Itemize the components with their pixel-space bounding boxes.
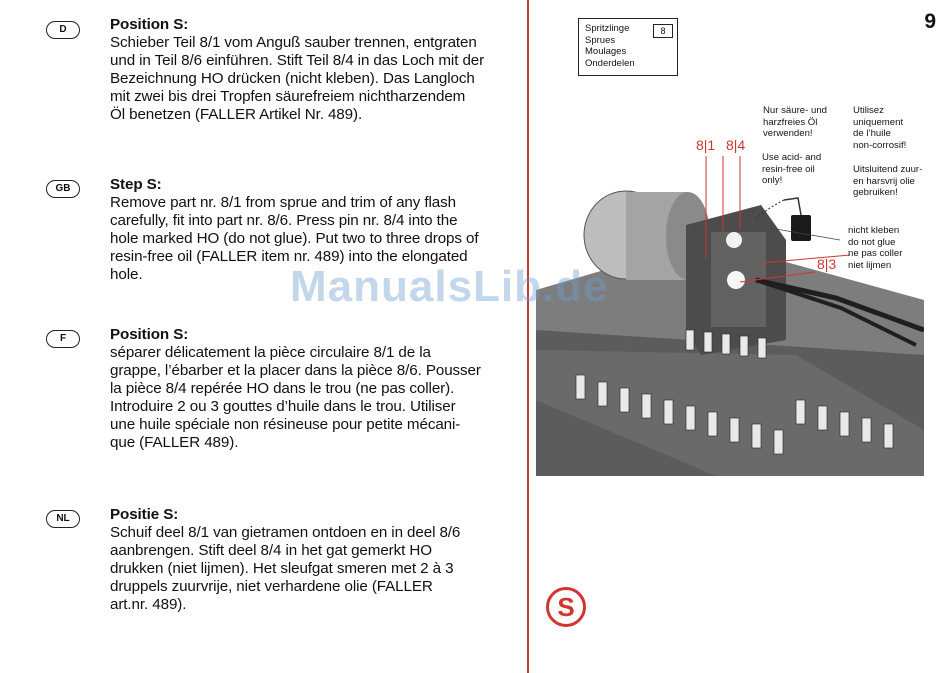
oil-note-line: resin-free oil (762, 163, 815, 175)
section-gb-title: Step S: (110, 176, 162, 193)
sprue-number: 8 (653, 24, 673, 38)
sprues-label: Spritzlinge (585, 23, 630, 34)
section-nl-title: Positie S: (110, 506, 179, 523)
oil-note-line: Use acid- and (762, 152, 822, 163)
part-label-8-1: 8|1 (696, 137, 716, 153)
section-fr-line: que (FALLER 489). (110, 434, 239, 451)
no-glue-line: do not glue (848, 236, 896, 248)
oil-note-nl (853, 164, 922, 199)
stage-mark-icon: S (546, 587, 586, 627)
section-nl-line: art.nr. 489). (110, 596, 187, 613)
section-gb-line: hole. (110, 266, 143, 283)
oil-note-line: Nur säure- und (763, 105, 827, 116)
oil-note-line: harzfreies Öl (763, 116, 818, 128)
no-glue-line: niet lijmen (848, 259, 892, 271)
no-glue-line: nicht kleben (848, 225, 900, 236)
section-fr-line: Introduire 2 ou 3 gouttes d’huile dans le trou. Utiliser (110, 398, 456, 415)
oil-note-line: verwenden! (763, 128, 813, 139)
lang-badge-de: D (46, 21, 80, 39)
section-gb-line: resin-free oil (FALLER item nr. 489) into the elongated (110, 248, 468, 265)
sprues-label: Onderdelen (585, 57, 635, 69)
section-fr-line: grappe, l’ébarber et la placer dans la pièce 8/6. Pousser (110, 362, 481, 379)
oil-note-en (762, 152, 821, 187)
no-glue-note (848, 225, 902, 271)
section-gb-line: Remove part nr. 8/1 from sprue and trim of any flash (110, 194, 456, 211)
page-number: 9 (924, 10, 936, 33)
oil-note-line: Uitsluitend zuur- (853, 164, 923, 175)
section-de-line: Öl benetzen (FALLER Artikel Nr. 489). (110, 106, 363, 123)
oil-note-fr (853, 105, 906, 151)
section-nl-line: aanbrengen. Stift deel 8/4 in het gat gemerkt HO (110, 542, 432, 559)
lang-badge-nl: NL (46, 510, 80, 528)
lang-badge-gb: GB (46, 180, 80, 198)
oil-note-line: de l’huile (853, 128, 891, 139)
section-nl-line: druppels zuurvrije, niet verhardene olie (FALLER (110, 578, 433, 595)
oil-note-de (763, 105, 827, 140)
oil-note-line: non-corrosif! (853, 139, 907, 151)
section-fr-line: la pièce 8/4 repérée HO dans le trou (ne pas coller). (110, 380, 455, 397)
sprues-label: Moulages (585, 46, 627, 57)
section-fr-line: une huile spéciale non résineuse pour petite mécani- (110, 416, 461, 433)
section-gb-line: hole marked HO (do not glue). Put two to three drops of (110, 230, 479, 247)
section-fr-text (110, 326, 510, 452)
section-de-line: mit zwei bis drei Tropfen säurefreiem nichtharzendem (110, 88, 466, 105)
section-fr-title: Position S: (110, 326, 189, 343)
part-label-8-4: 8|4 (726, 137, 746, 153)
watermark: ManualsLib.de (290, 262, 609, 311)
oil-note-line: uniquement (853, 116, 904, 128)
right-page (530, 0, 950, 673)
sprues-label: Sprues (585, 34, 616, 46)
page-divider (527, 0, 529, 673)
section-de-line: Schieber Teil 8/1 vom Anguß sauber trennen, entgraten (110, 34, 477, 51)
oil-note-line: Utilisez (853, 105, 884, 116)
section-nl-line: drukken (niet lijmen). Het sleufgat smeren met 2 à 3 (110, 560, 454, 577)
section-nl-line: Schuif deel 8/1 van gietramen ontdoen en in deel 8/6 (110, 524, 461, 541)
section-de-title: Position S: (110, 16, 189, 33)
lang-badge-fr: F (46, 330, 80, 348)
section-nl-text (110, 506, 510, 614)
oil-note-line: en harsvrij olie (853, 175, 915, 187)
oil-note-line: gebruiken! (853, 187, 898, 198)
oil-note-line: only! (762, 175, 783, 186)
part-label-8-3: 8|3 (817, 256, 837, 272)
no-glue-line: ne pas coller (848, 248, 903, 259)
section-de-line: und in Teil 8/6 einführen. Stift Teil 8/4 in das Loch mit der (110, 52, 485, 69)
sprues-box (578, 18, 678, 76)
section-de-text (110, 16, 510, 124)
section-gb-line: carefully, fit into part nr. 8/6. Press pin nr. 8/4 into the (110, 212, 458, 229)
section-fr-line: séparer délicatement la pièce circulaire 8/1 de la (110, 344, 431, 361)
section-de-line: Bezeichnung HO drücken (nicht kleben). Das Langloch (110, 70, 475, 87)
